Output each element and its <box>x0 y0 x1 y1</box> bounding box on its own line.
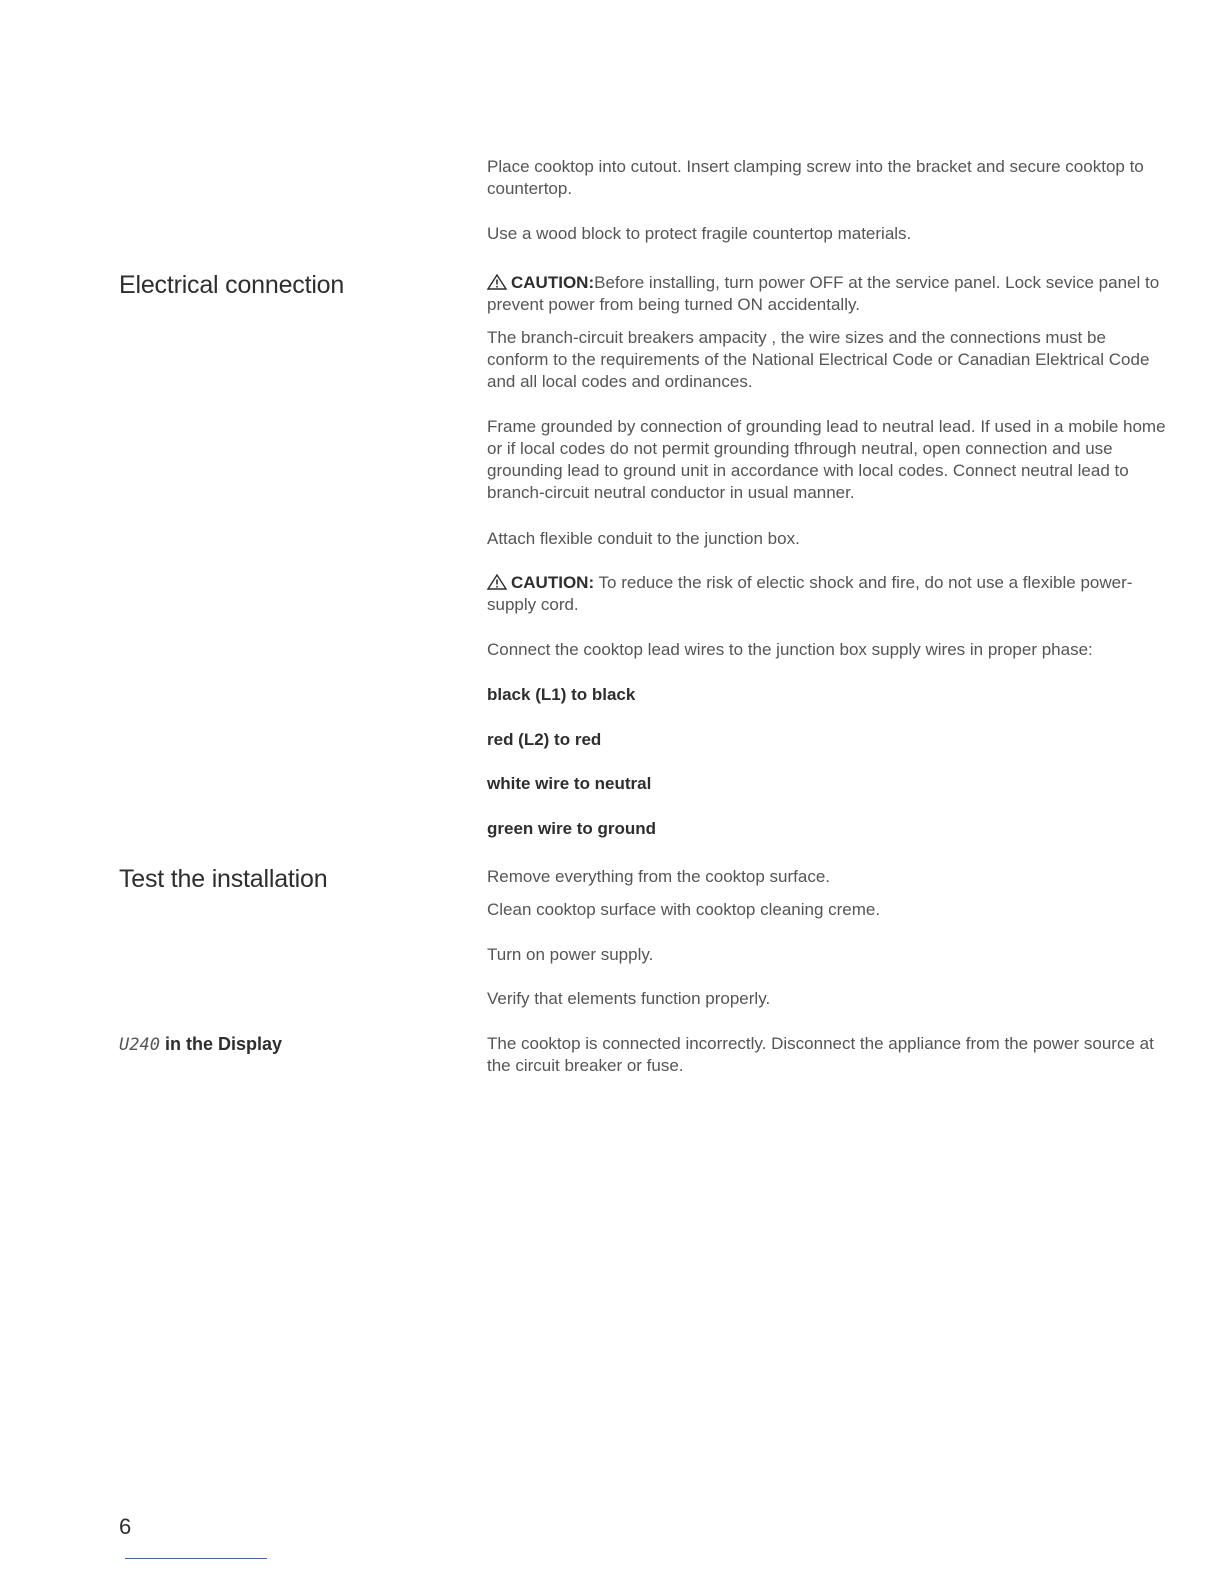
wire-item-black: black (L1) to black <box>487 685 636 704</box>
frame-grounded-paragraph: Frame grounded by connection of grounding lead to neutral lead. If used in a mobile home or if local codes do not permit grounding tfhrough neutral, open connection and use grounding lead to ground unit in accordance with local codes. Connect neutral lead to branch-circuit neutral conductor in usual manner. <box>487 417 1166 502</box>
heading-test-installation: Test the installation <box>119 865 328 893</box>
conduit-paragraph: Attach flexible conduit to the junction box. <box>487 529 800 548</box>
wire-item-red: red (L2) to red <box>487 730 602 749</box>
display-label: in the Display <box>159 1034 282 1054</box>
install-paragraph-1: Place cooktop into cutout. Insert clamping screw into the bracket and secure cooktop to countertop. <box>487 157 1144 198</box>
test-step-1: Remove everything from the cooktop surface. <box>487 867 830 886</box>
page-number: 6 <box>119 1514 132 1539</box>
test-step-4: Verify that elements function properly. <box>487 989 771 1008</box>
caution-2 <box>487 572 1167 616</box>
caution-1-label: CAUTION: <box>511 273 595 292</box>
caution-1 <box>487 272 1167 316</box>
heading-electrical-connection: Electrical connection <box>119 271 345 299</box>
wire-item-white: white wire to neutral <box>487 774 652 793</box>
caution-2-text: To reduce the risk of electic shock and fire, do not use a flexible power-supply cord. <box>487 573 1133 614</box>
display-paragraph: The cooktop is connected incorrectly. Disconnect the appliance from the power source at the circuit breaker or fuse. <box>487 1034 1154 1075</box>
install-paragraph-2: Use a wood block to protect fragile countertop materials. <box>487 224 912 243</box>
warning-triangle-icon <box>487 574 507 590</box>
caution-1-text: Before installing, turn power OFF at the service panel. Lock sevice panel to prevent power from being turned ON accidentally. <box>487 273 1160 314</box>
footer-divider <box>125 1558 267 1559</box>
test-step-2: Clean cooktop surface with cooktop cleaning creme. <box>487 900 881 919</box>
display-code: U240 <box>119 1035 160 1055</box>
caution-2-label: CAUTION: <box>511 573 595 592</box>
display-code-label <box>119 1033 282 1056</box>
wire-item-green: green wire to ground <box>487 819 657 838</box>
breakers-paragraph: The branch-circuit breakers ampacity , the wire sizes and the connections must be conform to the requirements of the National Electrical Code or Canadian Elektrical Code and all local codes and ordinances. <box>487 328 1150 391</box>
test-step-3: Turn on power supply. <box>487 945 654 964</box>
warning-triangle-icon <box>487 274 507 290</box>
connect-paragraph: Connect the cooktop lead wires to the junction box supply wires in proper phase: <box>487 640 1093 659</box>
